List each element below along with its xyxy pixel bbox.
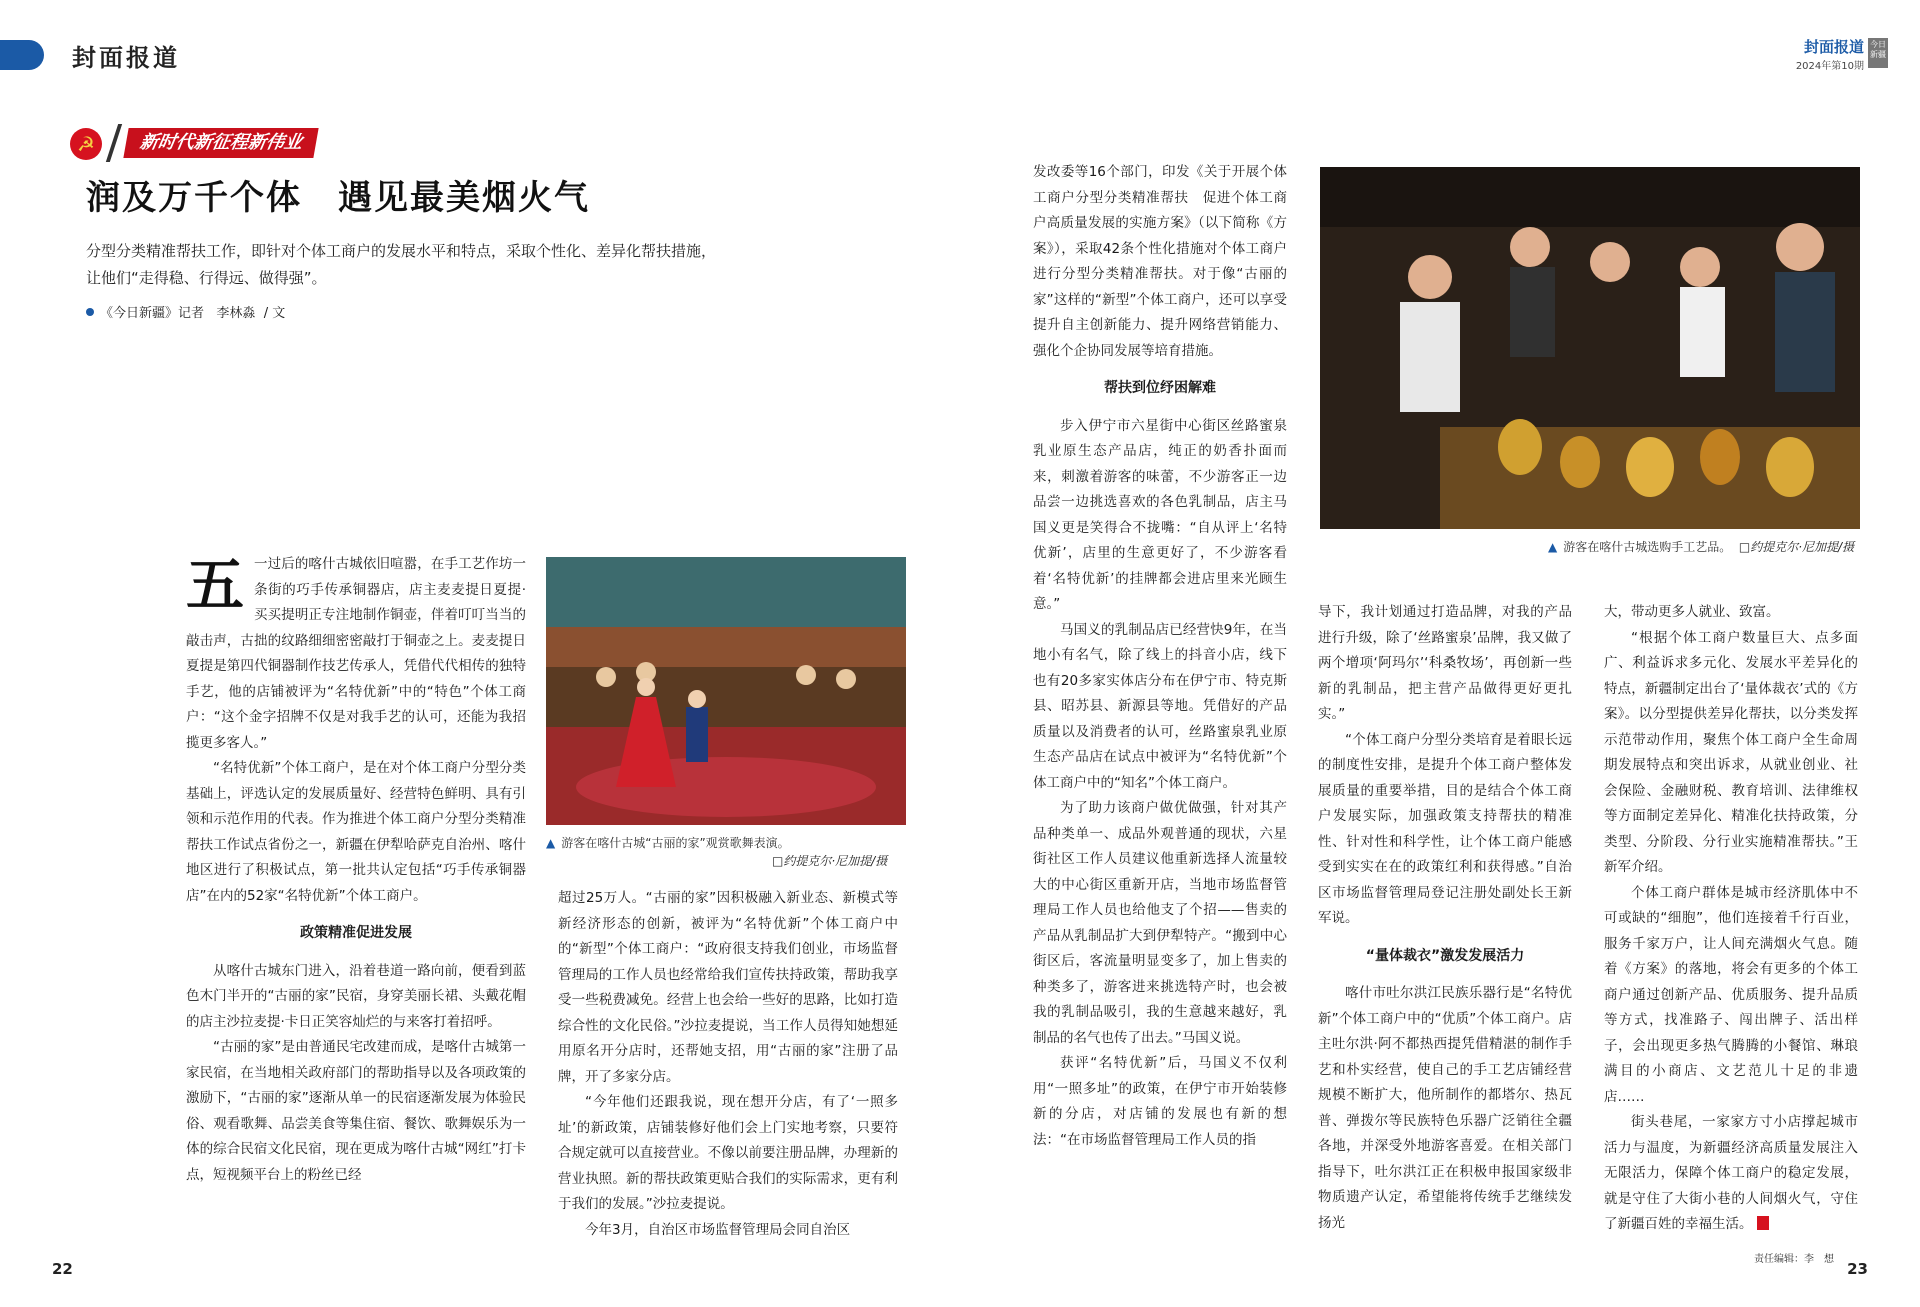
bullet-icon — [86, 308, 94, 316]
subheading: 政策精准促进发展 — [300, 925, 412, 941]
paragraph: “个体工商户分型分类培育是着眼长远的制度性安排，是提升个体工商户整体发展质量的重要举措，目的是结合个体工商户发展实际，加强政策支持帮扶的精准性、针对性和科学性，让个体工商户能感受到实实在在的政策红利和获得感。”自治区市场监督管理局登记注册处副处长王新军说。 — [1318, 731, 1572, 926]
section-title-left: 封面报道 — [72, 43, 180, 72]
paragraph: 马国义的乳制品店已经营快9年，在当地小有名气，除了线上的抖音小店，线下也有20多家实体店分布在伊宁市、特克斯县、昭苏县、新源县等地。凭借好的产品质量以及消费者的认可，丝路蜜泉乳业原生态产品店在试点中被评为“名特优新”个体工商户中的“知名”个体工商户。 — [1033, 621, 1287, 791]
text-column-4 — [1318, 600, 1572, 1236]
page-number-right: 23 — [1847, 1260, 1868, 1278]
paragraph: 导下，我计划通过打造品牌，对我的产品进行升级，除了‘丝路蜜泉’品牌，我又做了两个增项‘阿玛尔’‘科桑牧场’，再创新一些新的乳制品，把主营产品做得更好更扎实。” — [1318, 604, 1572, 722]
paragraph: 今年3月，自治区市场监督管理局会同自治区 — [585, 1221, 851, 1238]
article-intro: 分型分类精准帮扶工作，即针对个体工商户的发展水平和特点，采取个性化、差异化帮扶措施，让他们“走得稳、行得远、做得强”。 — [86, 242, 717, 287]
paragraph: “今年他们还跟我说，现在想开分店，有了‘一照多址’的新政策，店铺装修好他们会上门实地考察，只要符合规定就可以直接营业。不像以前要注册品牌，办理新的营业执照。新的帮扶政策更贴合我们的实际需求，更有利于我们的发展。”沙拉麦提说。 — [558, 1094, 898, 1212]
page-number-left: 22 — [52, 1260, 73, 1278]
photo-dance-performance — [546, 557, 906, 825]
paragraph: 个体工商户群体是城市经济肌体中不可或缺的“细胞”，他们连接着千行百业，服务千家万户，让人间充满烟火气息。随着《方案》的落地，将会有更多的个体工商户通过创新产品、优质服务、提升品质等方式，找准路子、闯出牌子、活出样子，会出现更多热气腾腾的小餐馆、琳琅满目的小商店、文艺范儿十足的非遗店…… — [1604, 884, 1858, 1105]
paragraph: “根据个体工商户数量巨大、点多面广、利益诉求多元化、发展水平差异化的特点，新疆制定出台了‘量体裁衣’式的《方案》。以分型提供差异化帮扶，以分类发挥示范带动作用，聚焦个体工商户全生命周期发展特点和突出诉求，从就业创业、社会保险、金融财税、教育培训、法律维权等方面制定差异化、精准化扶持政策，分类型、分阶段、分行业实施精准帮扶。”王新军介绍。 — [1604, 629, 1858, 875]
divider-slash — [106, 124, 122, 162]
photo-handicraft-shopping — [1320, 167, 1860, 529]
paragraph: 街头巷尾，一家家方寸小店撑起城市活力与温度，为新疆经济高质量发展注入无限活力，保障个体工商户的稳定发展，就是守住了大街小巷的人间烟火气，守住了新疆百姓的幸福生活。 — [1604, 1114, 1858, 1232]
article-end-mark — [1757, 1216, 1769, 1230]
paragraph: 喀什市吐尔洪江民族乐器行是“名特优新”个体工商户中的“优质”个体工商户。店主吐尔洪·阿不都热西提凭借精湛的制作手艺和朴实经营，使自己的手工艺店铺经营规模不断扩大，他所制作的都塔尔、热瓦普、弹拨尔等民族特色乐器广泛销往全疆各地，并深受外地游客喜爱。在相关部门指导下，吐尔洪江正在积极申报国家级非物质遗产认定，希望能将传统手艺继续发扬光 — [1318, 985, 1572, 1231]
drop-cap: 五 — [186, 551, 245, 619]
byline-outlet: 《今日新疆》记者 — [100, 306, 205, 321]
text-column-1 — [186, 552, 526, 1188]
editor-credit: 责任编辑：李 想 — [1754, 1254, 1834, 1265]
text-column-2 — [558, 886, 898, 1243]
magazine-badge: 今日新疆 — [1868, 38, 1888, 68]
running-header-right — [1796, 36, 1864, 72]
paragraph: “名特优新”个体工商户，是在对个体工商户分型分类基础上，评选认定的发展质量好、经营特色鲜明、具有引领和示范作用的代表。作为推进个体工商户分型分类精准帮扶工作试点省份之一，新疆在伊犁哈萨克自治州、喀什地区进行了积极试点，第一批共认定包括“巧手传承铜器店”在内的52家“名特优新”个体工商户。 — [186, 760, 526, 904]
byline-author: 李林淼 — [216, 306, 256, 321]
paragraph: 发改委等16个部门，印发《关于开展个体工商户分型分类精准帮扶 促进个体工商户高质量发展的实施方案》（以下简称《方案》），采取42条个性化措施对个体工商户进行分型分类精准帮扶。对于像“古丽的家”这样的“新型”个体工商户，还可以享受提升自主创新能力、提升网络营销能力、强化个企协同发展等培育措施。 — [1033, 164, 1287, 359]
issue-number: 2024年第10期 — [1795, 61, 1864, 72]
column-tag: 新时代新征程新伟业 — [123, 128, 318, 158]
party-emblem-icon: ☭ — [70, 128, 102, 160]
byline-suffix: / 文 — [263, 306, 286, 321]
paragraph: “古丽的家”是由普通民宅改建而成，是喀什古城第一家民宿，在当地相关政府部门的帮助指导以及各项政策的激励下，“古丽的家”逐渐从单一的民宿逐渐发展为体验民俗、观看歌舞、品尝美食等集住宿、餐饮、歌舞娱乐为一体的综合民宿文化民宿，现在更成为喀什古城“网红”打卡点，短视频平台上的粉丝已经 — [186, 1039, 526, 1183]
photo2-credit: □约提克尔·尼加提/摄 — [1738, 540, 1855, 554]
paragraph: 从喀什古城东门进入，沿着巷道一路向前，便看到蓝色木门半开的“古丽的家”民宿，身穿美丽长裙、头戴花帽的店主沙拉麦提·卡日正笑容灿烂的与来客打着招呼。 — [186, 962, 526, 1030]
caption-marker-icon: ▲ — [1548, 540, 1558, 554]
subheading: “量体裁衣”激发发展活力 — [1365, 947, 1525, 964]
paragraph: 获评“名特优新”后，马国义不仅利用“一照多址”的政策，在伊宁市开始装修新的分店，对店铺的发展也有新的想法：“在市场监督管理局工作人员的指 — [1033, 1055, 1287, 1148]
caption-marker-icon: ▲ — [546, 836, 556, 850]
section-title-right: 封面报道 — [1803, 38, 1864, 56]
article-title: 润及万千个体 遇见最美烟火气 — [86, 178, 590, 218]
text-column-3 — [1033, 160, 1287, 1153]
paragraph: 为了助力该商户做优做强，针对其产品种类单一、成品外观普通的现状，六星街社区工作人员建议他重新选择人流量较大的中心街区重新开店，当地市场监督管理局工作人员也给他支了个招——售卖的产品从乳制品扩大到伊犁特产。“搬到中心街区后，客流量明显变多了，加上售卖的种类多了，游客进来挑选特产时，也会被我的乳制品吸引，我的生意越来越好，乳制品的名气也传了出去。”马国义说。 — [1033, 800, 1287, 1046]
photo1-credit: □约提克尔·尼加提/摄 — [772, 854, 888, 868]
paragraph: 一过后的喀什古城依旧喧嚣，在手工艺作坊一条街的巧手传承铜器店，店主麦麦提日夏提·买买提明正专注地制作铜壶，伴着叮叮当当的敲击声，古拙的纹路细细密密敲打于铜壶之上。麦麦提日夏提是第四代铜器制作技艺传承人，凭借代代相传的独特手艺，他的店铺被评为“名特优新”中的“特色”个体工商户：“这个金字招牌不仅是对我手艺的认可，还能为我招揽更多客人。” — [186, 556, 526, 751]
text-column-5 — [1604, 600, 1858, 1238]
photo1-caption: ▲ 游客在喀什古城“古丽的家”观赏歌舞表演。 — [546, 836, 790, 850]
byline — [86, 302, 285, 321]
subheading: 帮扶到位纾困解难 — [1104, 380, 1216, 396]
paragraph: 大，带动更多人就业、致富。 — [1604, 604, 1780, 620]
photo2-caption: ▲ 游客在喀什古城选购手工艺品。 □约提克尔·尼加提/摄 — [1548, 540, 1855, 554]
section-tab-marker — [0, 40, 44, 70]
paragraph: 超过25万人。“古丽的家”因积极融入新业态、新模式等新经济形态的创新，被评为“名特优新”个体工商户中的“新型”个体工商户：“政府很支持我们创业，市场监督管理局的工作人员也经常给我们宣传扶持政策，帮助我享受一些税费减免。经营上也会给一些好的思路，比如打造综合性的文化民俗。”沙拉麦提说，当工作人员得知她想延用原名开分店时，还帮她支招，用“古丽的家”注册了品牌，开了多家分店。 — [558, 890, 898, 1085]
paragraph: 步入伊宁市六星街中心街区丝路蜜泉乳业原生态产品店，纯正的奶香扑面而来，刺激着游客的味蕾，不少游客正一边品尝一边挑选喜欢的各色乳制品，店主马国义更是笑得合不拢嘴：“自从评上‘名特优新’，店里的生意更好了，不少游客看着‘名特优新’的挂牌都会进店里来光顾生意。” — [1033, 417, 1287, 612]
